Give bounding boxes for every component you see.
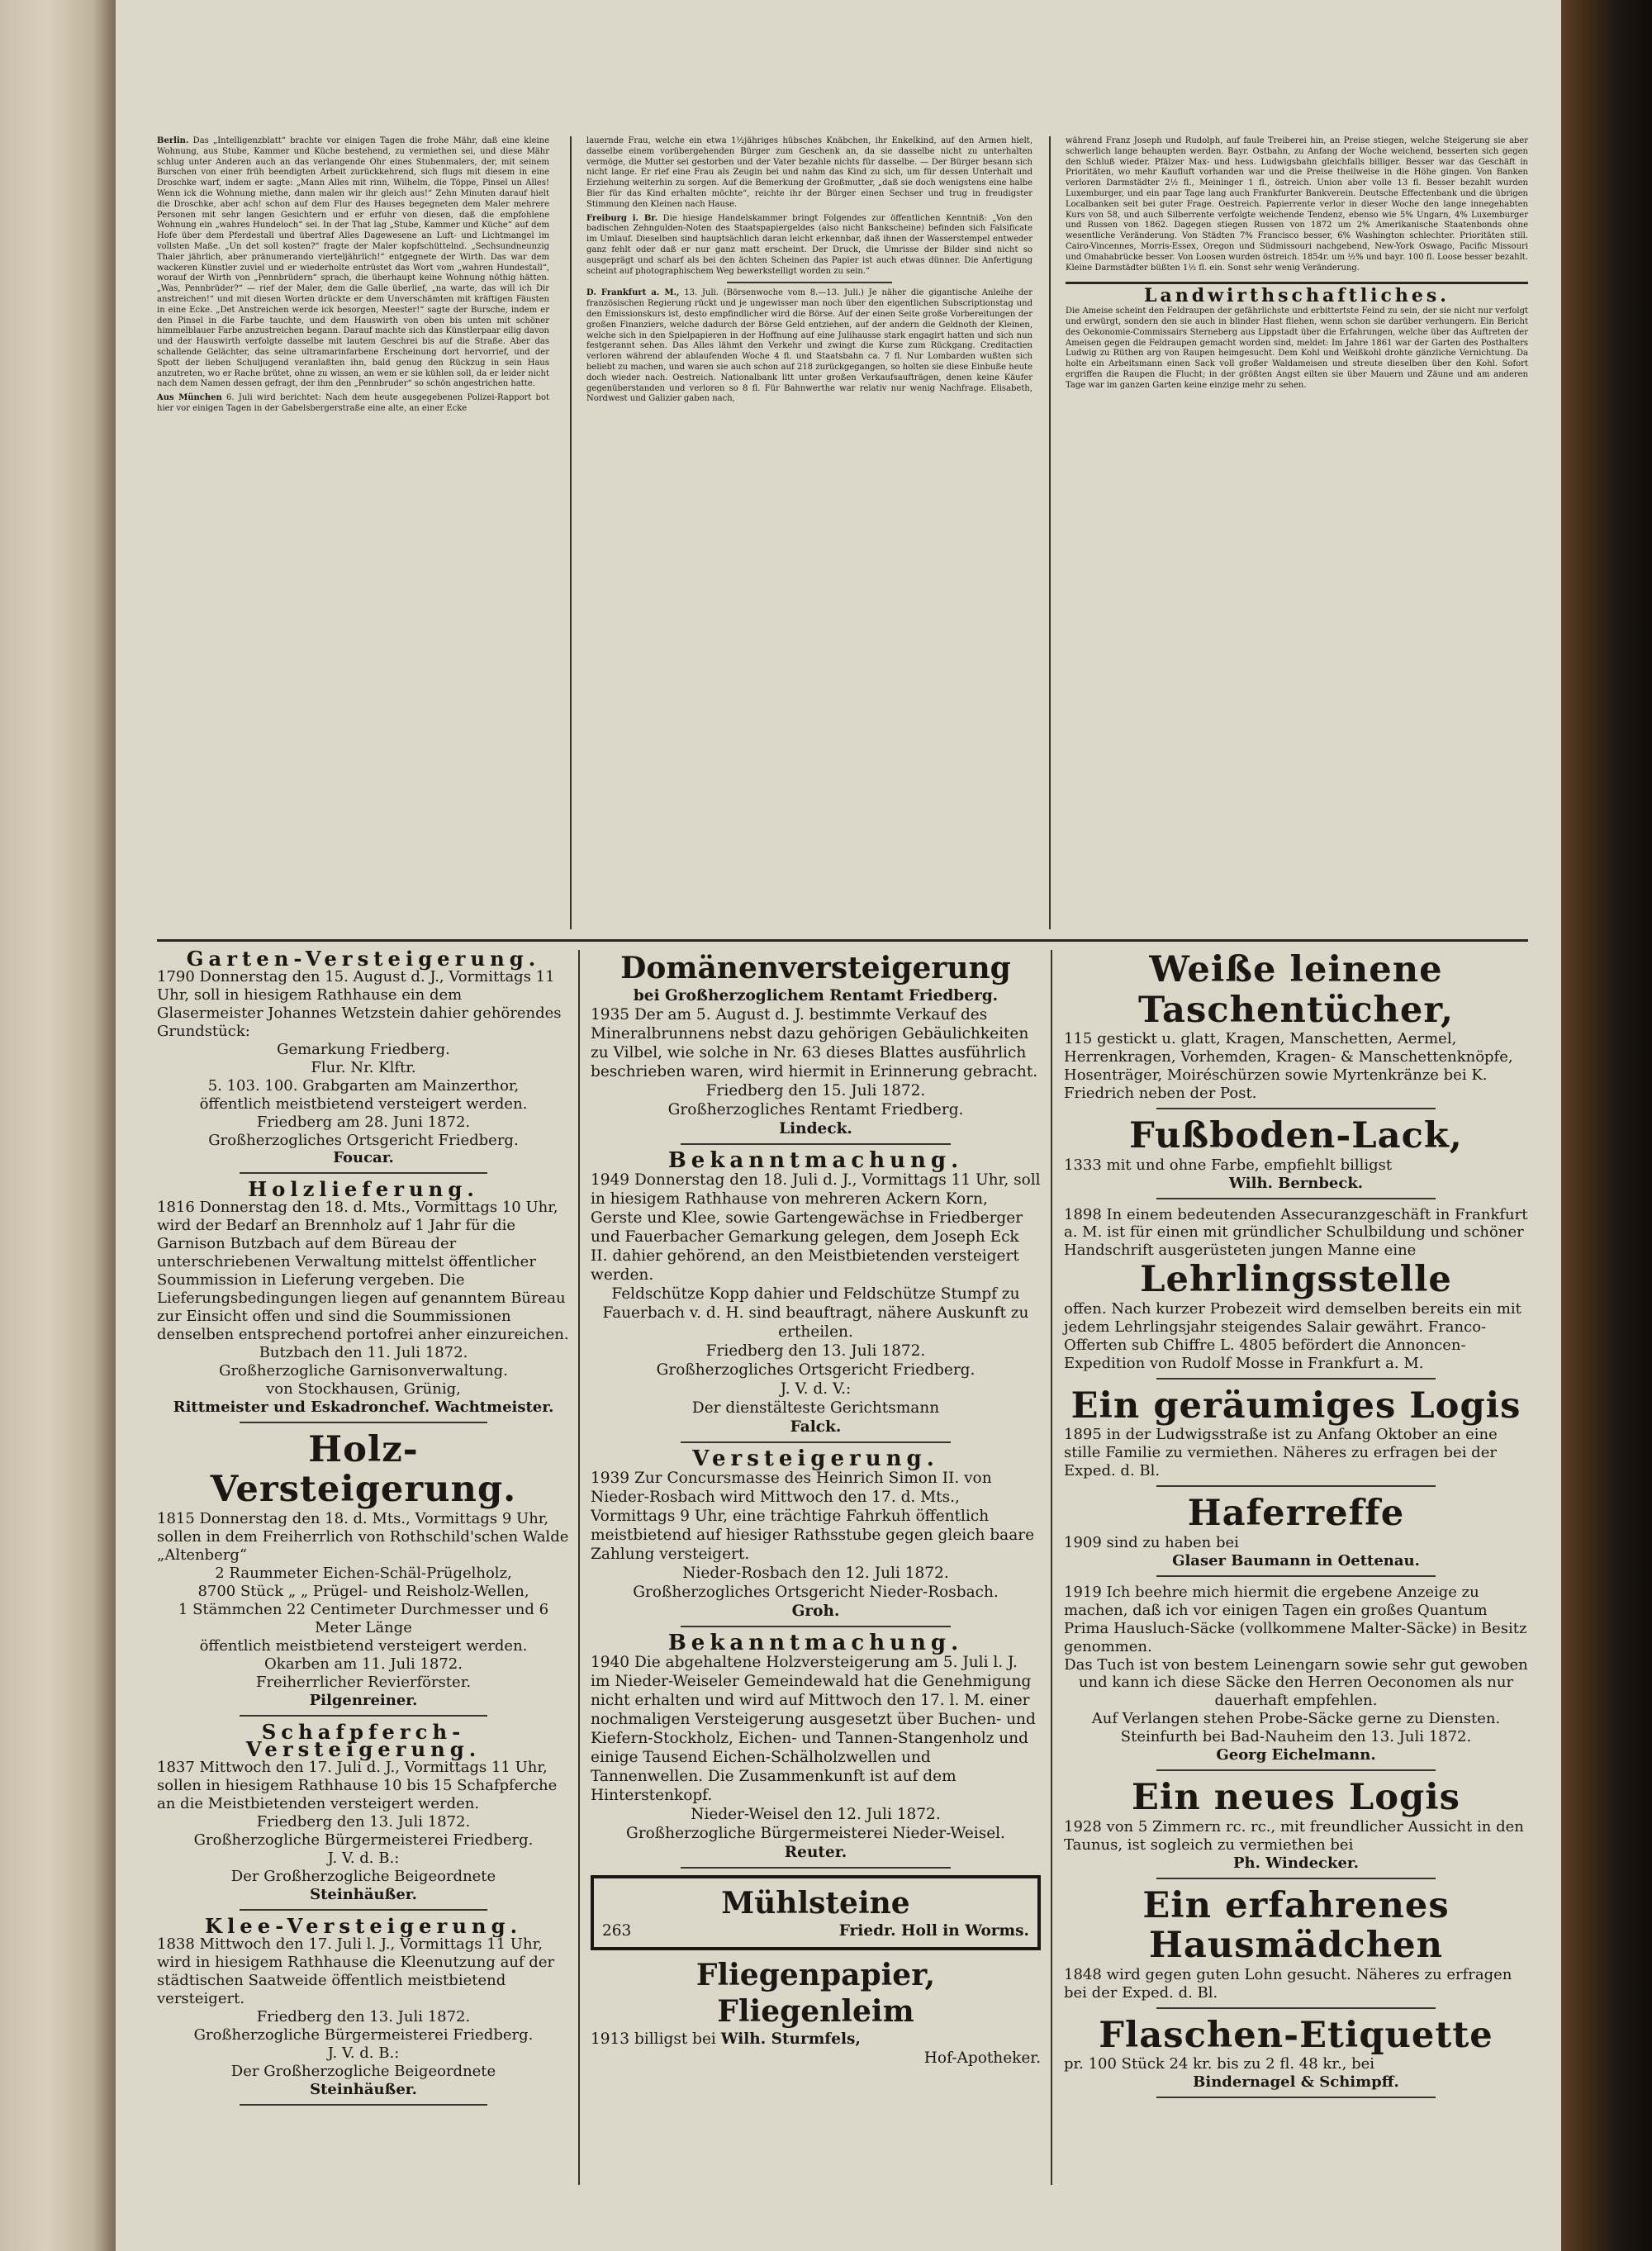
ad-block xyxy=(1064,1584,1528,1772)
ad-line: Friedberg den 13. Juli 1872. xyxy=(256,2007,471,2025)
ad-title: Fußboden-Lack, xyxy=(1129,1114,1463,1156)
ad-line: 8700 Stück „ „ Prügel- und Reisholz-Wellen, xyxy=(197,1582,529,1600)
ad-role: Hof-Apotheker. xyxy=(923,2049,1041,2067)
ad-line: Großherzogliches Ortsgericht Friedberg. xyxy=(656,1361,976,1379)
ad-title: Ein neues Logis xyxy=(1132,1776,1460,1819)
ad-line: Nieder-Weisel den 12. Juli 1872. xyxy=(691,1806,941,1823)
ad-number: 1913 xyxy=(591,2030,630,2048)
news-column-1 xyxy=(157,136,549,938)
ad-line: 1919 Ich beehre mich hiermit die ergebene Anzeige zu machen, daß ich vor einigen Tagen ein großes Quantum Prima Hausluch-Säcke (vollkommene Malter-Säcke) in Besitz genommen. xyxy=(1064,1583,1527,1655)
ad-line: 2 Raummeter Eichen-Schäl-Prügelholz, xyxy=(215,1564,512,1582)
ad-line: 1898 In einem bedeutenden Assecuranzgeschäft in Frankfurt a. M. ist für einen mit gründlicher Schulbildung und schöner Handschrift ausgerüsteten jungen Manne eine xyxy=(1064,1205,1528,1260)
ads-column-1 xyxy=(157,947,570,2112)
ad-line: Foucar. xyxy=(333,1149,394,1167)
ad-text: billigst bei xyxy=(634,2030,716,2048)
column-rule xyxy=(578,950,580,2185)
ad-separator xyxy=(240,2104,487,2106)
ad-line: 1935 Der am 5. August d. J. bestimmte Verkauf des Mineralbrunnens nebst dazu gehörigen Gebäulichkeiten zu Vilbel, wie solche in Nr. 63 dieses Blattes ausführlich beschrieben waren, wird hiermit in Erinnerung gebracht. xyxy=(591,1006,1038,1080)
ad-separator xyxy=(1156,1378,1435,1380)
ad-line: Feldschütze Kopp dahier und Feldschütze Stumpf zu Fauerbach v. d. H. sind beauftragt, nähere Auskunft zu ertheilen. xyxy=(602,1285,1029,1341)
ad-block xyxy=(157,1427,570,1717)
ad-line: 1949 Donnerstag den 18. Juli d. J., Vormittags 11 Uhr, soll in hiesigem Rathhause von mehreren Ackern Korn, Gerste und Klee, sowie Gartengewächse in Friedberger und Fauerbacher Gemarkung gelegen, dem Joseph Eck II. dahier gehörend, an den Meistbietenden versteigert werden. xyxy=(591,1171,1041,1284)
column-rule xyxy=(1049,136,1051,929)
fliegen-ad xyxy=(591,1957,1041,2068)
ad-title: Bekanntmachung. xyxy=(667,1148,964,1173)
ad-line: Georg Eichelmann. xyxy=(1216,1746,1376,1764)
column-rule xyxy=(570,136,572,929)
ad-line: 1940 Die abgehaltene Holzversteigerung am 5. Juli l. J. im Nieder-Weiseler Gemeindewald hat die Genehmigung nicht erhalten und wird auf Mittwoch den 17. l. M. einer nochmaligen Versteigerung ausgesetzt über Buchen- und Kiefern-Stockholz, Eichen- und Tannen-Stangenholz und einige Tausend Eichen-Schälholzwellen und Tannenwellen. Die Zusammenkunft ist auf dem Hinterstenkopf. xyxy=(591,1654,1036,1804)
ad-title: Garten-Versteigerung. xyxy=(186,947,541,971)
ad-line: 5. 103. 100. Grabgarten am Mainzerthor, xyxy=(207,1076,520,1095)
ad-line: Das Tuch ist von bestem Leinengarn sowie sehr gut gewoben und kann ich diese Säcke den Herren Oeconomen als nur dauerhaft empfehlen. xyxy=(1064,1655,1528,1710)
ad-line: Friedberg am 28. Juni 1872. xyxy=(256,1113,471,1131)
ad-line: Glaser Baumann in Oettenau. xyxy=(1172,1551,1420,1570)
muehlsteine-ad xyxy=(591,1875,1041,1950)
ad-title: Holzlieferung. xyxy=(248,1177,479,1202)
ad-line: 1909 sind zu haben bei xyxy=(1064,1533,1239,1551)
ad-block xyxy=(1064,950,1528,1109)
ad-separator xyxy=(240,1715,487,1717)
ad-line: Friedberg den 13. Juli 1872. xyxy=(705,1342,926,1360)
ad-line: 1939 Zur Concursmasse des Heinrich Simon II. von Nieder-Rosbach wird Mittwoch den 17. d. Mts., Vormittags 9 Uhr, eine trächtige Fahrkuh öffentlich meistbietend auf hiesiger Rathsstube gegen gleich baare Zahlung versteigert. xyxy=(591,1470,1035,1563)
ad-line: Ph. Windecker. xyxy=(1233,1854,1359,1872)
ad-separator xyxy=(681,1626,951,1627)
ad-block xyxy=(1064,1778,1528,1878)
ad-separator xyxy=(1156,1575,1435,1577)
article-frankfurt: D. Frankfurt a. M., 13. Juli. (Börsenwoche vom 8.—13. Juli.) Je näher die gigantische Anleihe der französischen Regierung rückt und je ungewisser man noch über den eigentlichen Subscriptionstag und den Emissionskurs ist, desto empfindlicher wird die Börse. Auf der einen Seite große Vorbereitungen der großen Finanziers, welche dadurch der Börse Geld entziehen, auf der andern die Geldnoth der Kleinen, welche sich in den Spielpapieren in der Hoffnung auf eine Julihausse stark engagirt hatten und sich nun festgerannt sehen. Das Alles lähmt den Verkehr und zwingt die Kurse zum Rückgang. Creditactien verloren während der ablaufenden Woche 4 fl. und Staatsbahn ca. 7 fl. Nur Lombarden wußten sich beliebt zu machen, und waren sie auch schon auf 218 zurückgegangen, so holten sie diese Einbuße heute doch wieder nach. Oestreich. Nationalbank litt unter großen Verkaufsaufträgen, denen keine Käufer gegenüberstanden und verloren so 8 fl. Für Bahnwerthe war relativ nur wenig Nachfrage. Elisabeth, Nordwest und Galizier gaben nach, xyxy=(586,288,1032,404)
ad-line xyxy=(602,1921,1029,1940)
ad-line: Großherzogliches Rentamt Friedberg. xyxy=(667,1101,964,1118)
ad-line: 1837 Mittwoch den 17. Juli d. J., Vormittags 11 Uhr, sollen in hiesigem Rathhause 10 bis 15 Schafpferche an die Meistbietenden versteigert werden. xyxy=(157,1759,558,1813)
ad-line: Lindeck. xyxy=(779,1120,852,1137)
ad-title: Ein erfahrenes Hausmädchen xyxy=(1142,1883,1450,1967)
ad-line: Flur. Nr. Klftr. xyxy=(311,1058,416,1076)
ad-line: 1815 Donnerstag den 18. d. Mts., Vormittags 9 Uhr, sollen in dem Freiherrlich von Rothschild'schen Walde „Altenberg“ xyxy=(157,1510,569,1564)
ad-line: Freiherrlicher Revierförster. xyxy=(255,1673,472,1691)
ad-title: Schafpferch-Versteigerung. xyxy=(245,1719,482,1762)
article-berlin: Berlin. Das „Intelligenzblatt“ brachte vor einigen Tagen die frohe Mähr, daß eine kleine Wohnung, aus Stube, Kammer und Küche bestehend, zu vermiethen sei, und diese Mähr schlug unter Anderen auch an das verlangende Ohr eines Stubenmalers, der, mit seinem Burschen von einer früh beendigten Arbeit zurückkehrend, sich flugs mit diesem in eine Droschke warf, indem er sagte: „Mann Alles mit rinn, Wilhelm, die Töppe, Pinsel un Alles! Wenn ick die Wohnung miethe, dann malen wir ihr gleich aus!“ Zehn Minuten darauf hielt die Droschke, aber ach! schon auf dem Flur des Hauses begegneten dem Maler mehrere Personen mit sehr langen Gesichtern und er erfuhr von diesen, daß die empfohlene Wohnung ein „wahres Hundeloch“ sei. In der That lag „Stube, Kammer und Küche“ auf dem Hofe über dem Pferdestall und übertraf Alles Dagewesene an Luft- und Lichtmangel im vollsten Maße. „Un det soll kosten?“ fragte der Maler kopfschüttelnd. „Sechsundneunzig Thaler jährlich, aber pränumerando vierteljährlich!“ entgegnete der Wirth. Das war dem wackeren Künstler zuviel und er wiederholte entrüstet das Wort vom „wahren Hundestall“, worauf der Wirth von „Pennbrüdern“ sprach, die überhaupt keine Wohnung nöthig hätten. „Was, Pennbrüder?“ — rief der Maler, dem die Galle überlief, „na warte, das will ich Dir anstreichen!“ und mit diesen Worten drückte er dem Unverschämten mit kräftigen Fäusten in eine Ecke. „Det Anstreichen werde ick besorgen, Meester!“ sagte der Bursche, indem er den Pinsel in die Farbe tauchte, und dem Hauswirth von oben bis unten mit schöner himmelblauer Farbe anzustreichen begann. Darauf machte sich das Künstlerpaar eilig davon und der Hauswirth verfolgte dasselbe mit lautem Geschrei bis auf die Straße. Aber das schallende Gelächter, das seine ultramarinfarbene Erscheinung dort hervorrief, und der Spott der lieben Schuljugend veranlaßten ihn, bald genug den Rückzug in sein Haus anzutreten, wo er Rache brütet, ohne zu wissen, an wem er sie kühlen soll, da er leider nicht nach dem Namen dessen gefragt, der ihm den „Pennbruder“ so schön angestrichen hatte. xyxy=(157,136,549,389)
ad-line: Reuter. xyxy=(784,1844,847,1861)
ad-line: Steinfurth bei Bad-Nauheim den 13. Juli 1872. xyxy=(1120,1728,1472,1746)
ad-subtitle: bei Großherzoglichem Rentamt Friedberg. xyxy=(633,987,999,1004)
ad-title: Versteigerung. xyxy=(692,1446,939,1471)
ad-title: Ein geräumiges Logis xyxy=(1070,1384,1521,1427)
ad-title: Weiße leinene Taschentücher, xyxy=(1137,948,1455,1031)
ad-line: Rittmeister und Eskadronchef. Wachtmeister. xyxy=(173,1398,554,1416)
ad-line: 1848 wird gegen guten Lohn gesucht. Näheres zu erfragen bei der Exped. d. Bl. xyxy=(1064,1965,1512,2002)
section-rule xyxy=(1066,282,1528,284)
article-muenchen: Aus München 6. Juli wird berichtet: Nach dem heute ausgegebenen Polizei-Rapport bot hier vor einigen Tagen in der Gabelsbergerstraße eine alte, an einer Ecke xyxy=(157,393,549,413)
ad-title: Mühlsteine xyxy=(721,1886,910,1921)
ad-line: Großherzogliche Bürgermeisterei Friedberg. xyxy=(193,2025,534,2044)
ad-title: Fliegenleim xyxy=(717,1994,914,2029)
ad-line: Großherzogliche Bürgermeisterei Friedberg. xyxy=(193,1831,534,1850)
ad-line: Großherzogliche Bürgermeisterei Nieder-Weisel. xyxy=(626,1825,1005,1842)
ad-line: Nieder-Rosbach den 12. Juli 1872. xyxy=(682,1565,949,1582)
ad-line: 1838 Mittwoch den 17. Juli l. J., Vormittags 11 Uhr, wird in hiesigem Rathhause die Kleenutzung auf der städtischen Saatweide öffentlich meistbietend versteigert. xyxy=(157,1935,555,2007)
ad-block xyxy=(157,1719,570,1911)
ad-block xyxy=(591,950,1041,1145)
ad-separator xyxy=(681,1143,951,1145)
ad-line: J. V. d. B.: xyxy=(327,1850,400,1868)
article-ameise: Die Ameise scheint den Feldraupen der gefährlichste und erbittertste Feind zu sein, der sie nicht nur verfolgt und erwürgt, sondern den sie auch in blinder Hast fliehen, wenn schon sie darüber verhungern. Ein Bericht des Oekonomie-Commissairs Sterneberg aus Lippstadt über die Erfahrungen, welche über das Auftreten der Ameisen gegen die Feldraupen gemacht worden sind, meldet: Im Jahre 1861 war der Garten des Posthalters Ludwig zu Rüthen arg von Raupen heimgesucht. Dem Kohl und Weißkohl drohte gänzliche Vernichtung. Da holte ein Arbeitsmann einen Sack voll großer Waldameisen und streute dieselben über den Kohl. Sofort ergriffen die Raupen die Flucht; in der größten Angst eilten sie über Mauern und Zäune und am anderen Tage war im ganzen Garten keine einzige mehr zu sehen. xyxy=(1066,306,1528,390)
ad-line: Okarben am 11. Juli 1872. xyxy=(264,1655,463,1673)
ads-rule xyxy=(157,939,1528,942)
ad-firm: Wilh. Sturmfels, xyxy=(720,2030,861,2048)
ad-separator xyxy=(1156,2097,1435,2098)
ad-line: Bindernagel & Schimpff. xyxy=(1193,2073,1399,2092)
ad-separator xyxy=(1156,1108,1435,1109)
ads-column-3 xyxy=(1064,950,1528,2105)
news-column-3 xyxy=(1066,136,1528,938)
ad-line: von Stockhausen, Grünig, xyxy=(266,1380,461,1398)
ad-block xyxy=(591,1446,1041,1627)
ad-line: Friedberg den 13. Juli 1872. xyxy=(256,1813,471,1831)
ad-line: Großherzogliches Ortsgericht Friedberg. xyxy=(208,1131,519,1149)
ad-block xyxy=(1064,1883,1528,2009)
ad-block xyxy=(1064,1206,1528,1380)
ad-separator xyxy=(1156,1878,1435,1879)
ad-title: Klee-Versteigerung. xyxy=(204,1914,523,1939)
column-rule xyxy=(1051,950,1052,2185)
ad-title: Flaschen-Etiquette xyxy=(1099,2013,1493,2056)
ad-separator xyxy=(681,1441,951,1443)
left-page-edge xyxy=(0,0,116,2251)
ad-line: Der dienstälteste Gerichtsmann xyxy=(691,1399,940,1417)
ad-line: 115 gestickt u. glatt, Kragen, Manschetten, Aermel, Herrenkragen, Vorhemden, Kragen- & Manschettenknöpfe, Hosenträger, Moiréschürzen sowie Myrtenkränze bei K. Friedrich neben der Post. xyxy=(1064,1030,1513,1103)
ad-line: 1895 in der Ludwigsstraße ist zu Anfang Oktober an eine stille Familie zu vermiethen. Näheres zu erfragen bei der Exped. d. Bl. xyxy=(1064,1426,1498,1480)
ad-line: Butzbach den 11. Juli 1872. xyxy=(259,1344,468,1362)
ad-line: 1 Stämmchen 22 Centimeter Durchmesser und 6 Meter Länge xyxy=(178,1600,549,1636)
article-continuation: lauernde Frau, welche ein etwa 1½jähriges hübsches Knäbchen, ihr Enkelkind, auf den Armen hielt, dasselbe einem vorübergehenden Bürger zum Geschenk an, da sie dasselbe nicht zu unterhalten vermöge, die Mutter sei gestorben und der Vater bezahle nichts für dasselbe. — Der Bürger besann sich nicht lange. Er rief eine Frau als Zeugin bei und nahm das Kind zu sich, um für dessen Unterhalt und Erziehung weiterhin zu sorgen. Auf die Bemerkung der Großmutter, „daß sie doch wenigstens eine halbe Bier für das Kind erhalten möchte“, reichte ihr der Bürger einen Sechser und trug in freudigster Stimmung den Kleinen nach Hause. xyxy=(586,136,1032,209)
newspaper-page xyxy=(116,0,1578,2251)
article-boerse: während Franz Joseph und Rudolph, auf faule Treiberei hin, an Preise stiegen, welche Steigerung sie aber schwerlich lange behaupten werden. Bayr. Ostbahn, zu Anfang der Woche weichend, besserten sich gegen den Schluß wieder. Pfälzer Max- und hess. Ludwigsbahn gleichfalls billiger. Besser war das Geschäft in Prioritäten, wo mehr Kaufluft vorhanden war und die Preise theilweise in die Höhe gingen. Von Banken verloren Darmstädter 2½ fl., Meininger 1 fl., östreich. Union aber volle 13 fl. Besser bezahlt wurden Luxemburger, und ein paar Tage lang auch Frankfurter Bankverein. Deutsche Effectenbank und die übrigen Localbanken seit bei guter Frage. Oestreich. Papierrente verlor in dieser Woche den lange innegehabten Kurs von 58, und auch Silberrente verfolgte weichende Tendenz, ebenso wie 5% Ungarn, 4% Luxemburger und Russen von 1862. Dagegen stiegen Russen von 1872 um 2% Amerikanische Staatenbonds ohne wesentliche Veränderung. Von Städten 7% Francisco besser, 6% Washington schlechter. Prioritäten still. Cairo-Vincennes, Morris-Essex, Oregon und Südmissouri nachgebend, New-York Oswago, Pacific Missouri und Omahabrücke besser. Von Loosen wurden östreich. 1854r. um ½% und bayr. 100 fl. Loose besser bezahlt. Kleine Darmstädter büßten 1½ fl. ein. Sonst sehr wenig Veränderung. xyxy=(1066,136,1528,273)
ad-block xyxy=(1064,1386,1528,1487)
ad-title: Haferreffe xyxy=(1187,1492,1405,1535)
ad-block xyxy=(1064,1494,1528,1577)
ad-line: 1333 mit und ohne Farbe, empfiehlt billigst xyxy=(1064,1156,1393,1174)
ad-block xyxy=(1064,1116,1528,1199)
ad-block xyxy=(591,1631,1041,1869)
ad-line: J. V. d. B.: xyxy=(327,2044,400,2062)
ad-separator xyxy=(240,1422,487,1423)
ad-line: öffentlich meistbietend versteigert werden. xyxy=(199,1636,528,1655)
ad-title: Fliegenpapier, xyxy=(695,1958,936,1992)
book-binding-edge xyxy=(1561,0,1652,2251)
ad-separator xyxy=(1156,1769,1435,1771)
ad-line: Falck. xyxy=(790,1418,842,1436)
ad-line xyxy=(591,2030,1041,2049)
ad-line: 1928 von 5 Zimmern rc. rc., mit freundlicher Aussicht in den Taunus, ist sogleich zu vermiethen bei xyxy=(1064,1817,1524,1854)
ad-block xyxy=(157,947,570,1174)
ad-block xyxy=(157,1177,570,1422)
ad-title: Bekanntmachung. xyxy=(667,1631,964,1655)
ad-line: Der Großherzogliche Beigeordnete xyxy=(230,1868,496,1886)
ad-line: Steinhäußer. xyxy=(310,1886,417,1904)
ad-line: Großherzogliche Garnisonverwaltung. xyxy=(219,1361,508,1380)
ads-column-2 xyxy=(591,950,1041,2068)
ad-firm: Friedr. Holl in Worms. xyxy=(838,1922,1029,1940)
ad-number: 263 xyxy=(602,1922,632,1940)
ad-block xyxy=(157,1914,570,2106)
ad-line: Steinhäußer. xyxy=(310,2080,417,2098)
ad-separator xyxy=(1156,1198,1435,1199)
page-content xyxy=(157,136,1528,2185)
article-freiburg: Freiburg i. Br. Die hiesige Handelskammer bringt Folgendes zur öffentlichen Kenntniß: „Von den badischen Zehngulden-Noten des Staatspapiergeldes (also nicht Bankscheine) befinden sich Falsificate im Umlauf. Dieselben sind hauptsächlich daran leicht erkennbar, daß ihnen der Wasserstempel entweder ganz fehlt oder daß er nur ganz matt erscheint. Der Druck, die Umrisse der Bilder sind nicht so ausgeprägt und scharf als bei den ächten Scheinen das Papier ist auch etwas dünner. Die Anfertigung scheint auf photographischem Weg bewerkstelligt worden zu sein.“ xyxy=(586,213,1033,276)
ad-line: pr. 100 Stück 24 kr. bis zu 2 fl. 48 kr., bei xyxy=(1064,2055,1375,2073)
ad-line: Auf Verlangen stehen Probe-Säcke gerne zu Diensten. xyxy=(1091,1710,1501,1728)
ad-line: Wilh. Bernbeck. xyxy=(1228,1174,1364,1192)
ad-line: Pilgenreiner. xyxy=(309,1691,418,1709)
ad-line: öffentlich meistbietend versteigert werden. xyxy=(199,1095,528,1113)
ad-line: Groh. xyxy=(791,1603,840,1620)
agri-heading: Landwirthschaftliches. xyxy=(1144,285,1450,307)
ad-line: offen. Nach kurzer Probezeit wird demselben bereits ein mit jedem Lehrlingsjahr steigendes Salair gewährt. Franco-Offerten sub Chiffre L. 4805 befördert die Annoncen-Expedition von Rudolf Mosse in Frankfurt a. M. xyxy=(1064,1299,1521,1372)
ad-separator xyxy=(1156,1485,1435,1487)
news-column-2 xyxy=(586,136,1032,938)
ad-line: 1790 Donnerstag den 15. August d. J., Vormittags 11 Uhr, soll in hiesigem Rathhause ein dem Glasermeister Johannes Wetzstein dahier gehörendes Grundstück: xyxy=(157,967,562,1040)
ad-separator xyxy=(681,1867,951,1869)
ad-line: 1816 Donnerstag den 18. d. Mts., Vormittags 10 Uhr, wird der Bedarf an Brennholz auf 1 Jahr für die Garnison Butzbach auf dem Büreau der unterschriebenen Verwaltung mittelst öffentlicher Soummission in Lieferung vergeben. Die Lieferungsbedingungen liegen auf genanntem Büreau zur Einsicht offen und sind die Soummissionen denselben entsprechend portofrei anher einzureichen. xyxy=(157,1199,569,1344)
article-separator xyxy=(727,282,892,283)
ad-separator xyxy=(1156,2007,1435,2009)
ad-line: Großherzogliches Ortsgericht Nieder-Rosbach. xyxy=(633,1584,999,1601)
ad-block xyxy=(591,1148,1041,1443)
ad-line: Gemarkung Friedberg. xyxy=(277,1040,450,1058)
ad-line: J. V. d. V.: xyxy=(780,1380,852,1398)
ad-line: Der Großherzogliche Beigeordnete xyxy=(230,2062,496,2080)
ad-line: Friedberg den 15. Juli 1872. xyxy=(705,1082,926,1099)
ad-title: Lehrlingsstelle xyxy=(1140,1258,1452,1301)
ad-separator xyxy=(240,1909,487,1911)
ad-title: Holz-Versteigerung. xyxy=(210,1427,517,1511)
ad-separator xyxy=(240,1172,487,1174)
ad-block xyxy=(1064,2013,1528,2099)
ad-title: Domänenversteigerung xyxy=(620,951,1011,985)
